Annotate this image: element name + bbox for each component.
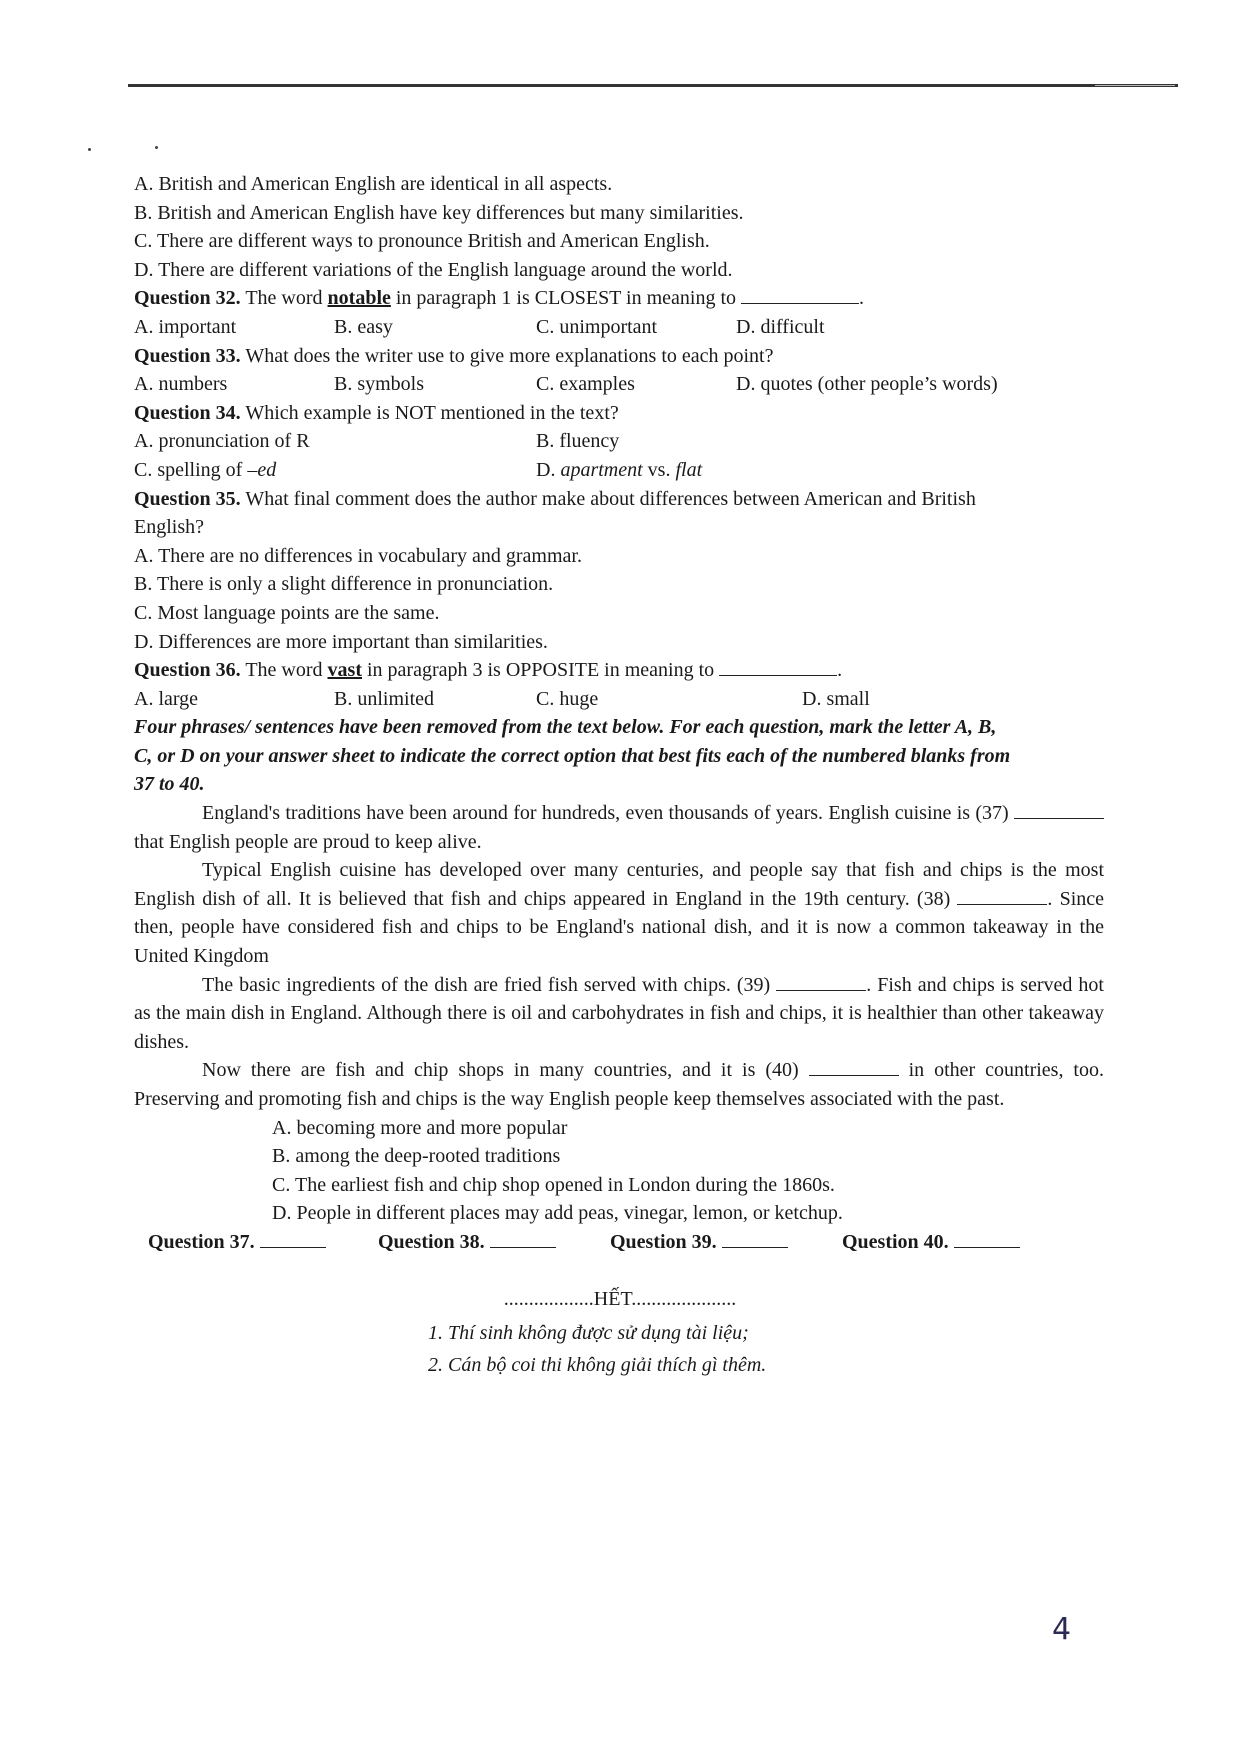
question-32 [134, 284, 1104, 313]
p1-text-b: that English people are proud to keep alive. [134, 830, 482, 853]
answer-37 [148, 1228, 326, 1257]
q34-option-d-pre: D. [536, 458, 561, 481]
q36-options [134, 685, 1104, 714]
footer-note-1: 1. Thí sinh không được sử dụng tài liệu; [428, 1322, 749, 1344]
p3-text-b: . Fish and chips is served hot as the main dish in England. Although there is oil and carbohydrates in fish and chips, it is healthier than other takeaway dishes. [134, 973, 1104, 1053]
answer-38 [378, 1228, 556, 1257]
q36-option-a: A. large [134, 687, 199, 710]
q34-option-d-mid: vs. [642, 458, 676, 481]
instruction-line-2: C, or D on your answer sheet to indicate the correct option that best fits each of the numbered blanks from [134, 744, 1011, 767]
scan-dot [155, 146, 158, 149]
q35-stem-line1: What final comment does the author make about differences between American and British [245, 487, 976, 510]
choice-a: A. becoming more and more popular [272, 1116, 568, 1139]
question-36 [134, 656, 1104, 685]
q32-options [134, 313, 1104, 342]
blank-40 [809, 1057, 899, 1076]
q33-option-d: D. quotes (other people’s words) [736, 373, 998, 396]
scan-dot [88, 148, 91, 151]
page-number: 4 [1052, 1612, 1072, 1647]
q36-end: . [837, 659, 843, 682]
q35-stem-line2: English? [134, 516, 204, 539]
answer-row [134, 1228, 1104, 1258]
q34-options-row2 [134, 456, 1104, 485]
q33-option-b: B. symbols [334, 373, 425, 396]
q34-option-c-pre: C. spelling of [134, 458, 248, 481]
q34-label: Question 34. [134, 401, 241, 424]
answer-38-blank[interactable] [490, 1229, 556, 1248]
q32-label: Question 32. [134, 287, 241, 310]
q31-option-c: C. There are different ways to pronounce British and American English. [134, 230, 710, 253]
q34-stem: Which example is NOT mentioned in the text? [245, 401, 619, 424]
q36-option-b: B. unlimited [334, 687, 434, 710]
q36-option-c: C. huge [536, 687, 599, 710]
q34-options-row1 [134, 427, 1104, 456]
blank-37 [1014, 800, 1104, 819]
instruction-line-1: Four phrases/ sentences have been removed from the text below. For each question, mark the letter A, B, [134, 716, 997, 739]
q32-stem-post: in paragraph 1 is CLOSEST in meaning to [390, 287, 737, 310]
q33-stem: What does the writer use to give more explanations to each point? [245, 344, 774, 367]
q36-option-d: D. small [802, 687, 870, 710]
q34-option-c [134, 456, 276, 485]
end-mark: ..................HẾT..................... [503, 1288, 737, 1310]
q31-option-d: D. There are different variations of the English language around the world. [134, 258, 733, 281]
q33-label: Question 33. [134, 344, 241, 367]
q32-keyword: notable [327, 287, 391, 310]
q32-option-d: D. difficult [736, 315, 825, 338]
answer-40-blank[interactable] [954, 1229, 1020, 1248]
answer-37-blank[interactable] [260, 1229, 326, 1248]
blank-38 [957, 886, 1047, 905]
q32-option-b: B. easy [334, 315, 393, 338]
q33-options [134, 370, 1104, 399]
answer-39-blank[interactable] [722, 1229, 788, 1248]
passage-paragraph-2 [134, 856, 1104, 970]
q35-option-d: D. Differences are more important than similarities. [134, 630, 548, 653]
q35-label: Question 35. [134, 487, 241, 510]
passage-paragraph-1 [134, 799, 1104, 856]
answer-40 [842, 1228, 1020, 1257]
choice-c: C. The earliest fish and chip shop opened in London during the 1860s. [272, 1173, 835, 1196]
q36-stem-pre: The word [245, 659, 328, 682]
question-34 [134, 399, 1104, 428]
p1-text-a: England's traditions have been around for hundreds, even thousands of years. English cuisine is (37) [202, 802, 1009, 825]
q33-option-c: C. examples [536, 373, 635, 396]
q33-option-a: A. numbers [134, 373, 228, 396]
q32-stem-pre: The word [245, 287, 328, 310]
q32-blank [741, 285, 859, 304]
q36-stem-post: in paragraph 3 is OPPOSITE in meaning to [361, 659, 715, 682]
top-rule-fade [1095, 85, 1175, 86]
q34-option-d-em2: flat [675, 458, 703, 481]
q32-option-c: C. unimportant [536, 315, 658, 338]
question-35 [134, 485, 1104, 514]
q34-option-a: A. pronunciation of R [134, 430, 310, 453]
choice-d: D. People in different places may add peas, vinegar, lemon, or ketchup. [272, 1202, 843, 1225]
q36-keyword: vast [327, 659, 362, 682]
p2-text-a: Typical English cuisine has developed over many centuries, and people say that fish and chips is the most English dish of all. It is believed that fish and chips appeared in England in the 19th century. (38) [134, 859, 1104, 910]
p3-text-a: The basic ingredients of the dish are fried fish served with chips. (39) [202, 973, 777, 996]
p4-text-a: Now there are fish and chip shops in many countries, and it is (40) [202, 1059, 809, 1082]
passage-paragraph-4 [134, 1056, 1104, 1113]
q36-label: Question 36. [134, 659, 241, 682]
q34-option-d-em1: apartment [560, 458, 643, 481]
q31-option-a: A. British and American English are identical in all aspects. [134, 173, 613, 195]
p4-text-b: in other countries, too. Preserving and promoting fish and chips is the way English people keep themselves associated with the past. [134, 1059, 1104, 1110]
answer-39-label: Question 39. [610, 1230, 717, 1253]
passage-paragraph-3 [134, 971, 1104, 1057]
q35-option-a: A. There are no differences in vocabulary and grammar. [134, 544, 582, 567]
q32-end: . [859, 287, 865, 310]
q34-option-b: B. fluency [536, 430, 620, 453]
q31-option-b: B. British and American English have key differences but many similarities. [134, 201, 744, 224]
answer-38-label: Question 38. [378, 1230, 485, 1253]
answer-40-label: Question 40. [842, 1230, 949, 1253]
blank-39 [776, 972, 866, 991]
top-rule [128, 84, 1178, 87]
q34-option-c-em: –ed [247, 458, 277, 481]
q35-option-b: B. There is only a slight difference in pronunciation. [134, 573, 554, 596]
q36-blank [719, 657, 837, 676]
answer-39 [610, 1228, 788, 1257]
q34-option-d [536, 456, 702, 485]
footer-note-2: 2. Cán bộ coi thi không giải thích gì thêm. [428, 1354, 767, 1376]
question-33 [134, 342, 1104, 371]
q32-option-a: A. important [134, 315, 237, 338]
choice-b: B. among the deep-rooted traditions [272, 1145, 561, 1168]
p2-text-b: . Since then, people have considered fish and chips to be England's national dish, and it is now a common takeaway in the United Kingdom [134, 887, 1105, 968]
instruction-line-3: 37 to 40. [134, 773, 205, 796]
answer-37-label: Question 37. [148, 1230, 255, 1253]
q35-option-c: C. Most language points are the same. [134, 601, 440, 624]
exam-content [134, 170, 1104, 1258]
